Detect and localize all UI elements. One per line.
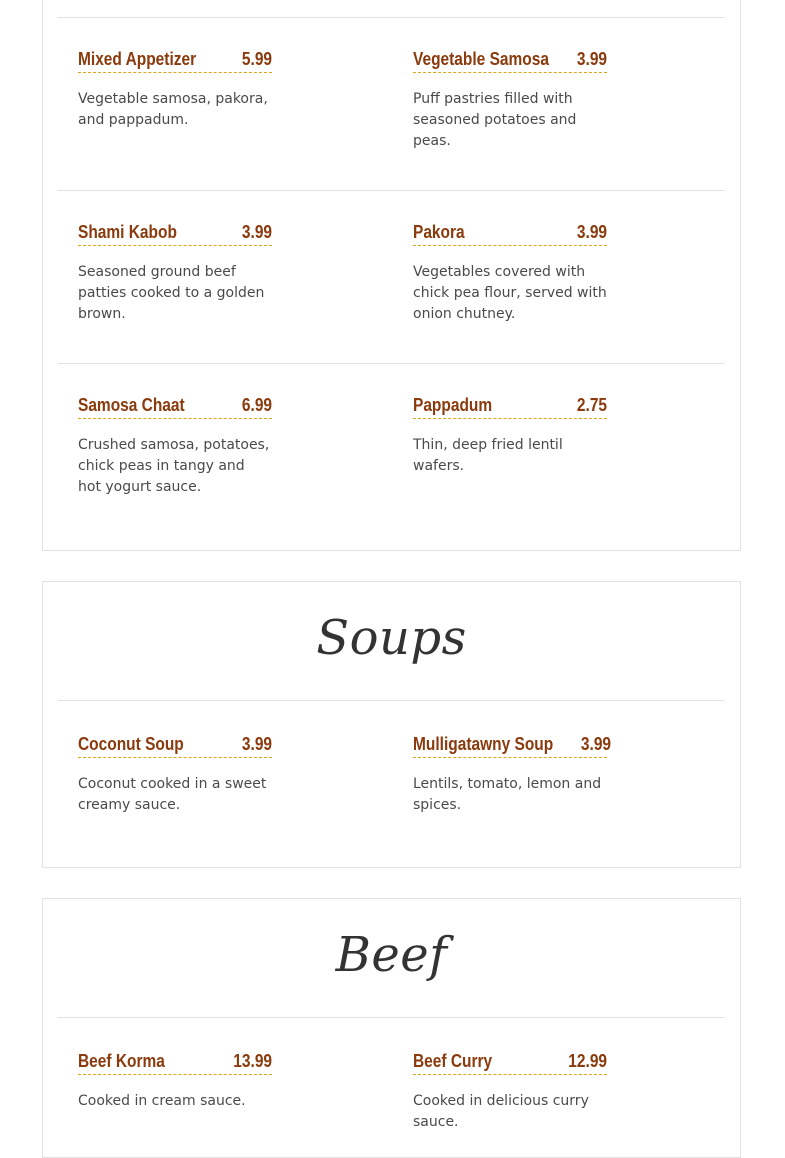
section-divider bbox=[58, 1017, 725, 1018]
menu-item bbox=[413, 48, 607, 152]
section-divider bbox=[58, 190, 725, 191]
item-header bbox=[413, 48, 607, 73]
item-price: 2.75 bbox=[576, 395, 607, 415]
menu-item bbox=[78, 1050, 272, 1112]
item-header bbox=[78, 48, 272, 73]
menu-item bbox=[78, 221, 272, 325]
item-description: Lentils, tomato, lemon and spices. bbox=[413, 776, 602, 813]
item-header bbox=[78, 733, 272, 758]
item-price: 12.99 bbox=[568, 1051, 607, 1071]
menu-item bbox=[413, 221, 607, 325]
item-header bbox=[413, 221, 607, 246]
item-description: Thin, deep fried lentil wafers. bbox=[413, 437, 563, 474]
item-price: 6.99 bbox=[241, 395, 272, 415]
section-title: Beef bbox=[335, 927, 448, 983]
item-name: Samosa Chaat bbox=[78, 395, 185, 415]
item-price: 3.99 bbox=[576, 49, 607, 69]
section-title: Soups bbox=[316, 610, 467, 666]
item-name: Coconut Soup bbox=[78, 734, 184, 754]
item-name: Pappadum bbox=[413, 395, 493, 415]
item-description: Puff pastries filled with seasoned potatoes and peas. bbox=[413, 91, 577, 149]
item-price: 3.99 bbox=[241, 222, 272, 242]
item-description: Cooked in cream sauce. bbox=[78, 1093, 246, 1109]
menu-item bbox=[413, 733, 612, 816]
item-name: Mulligatawny Soup bbox=[413, 734, 554, 754]
item-header bbox=[78, 221, 272, 246]
item-header bbox=[413, 733, 612, 758]
item-header bbox=[413, 394, 607, 419]
item-name: Mixed Appetizer bbox=[78, 49, 197, 69]
menu-item bbox=[78, 48, 272, 131]
item-name: Shami Kabob bbox=[78, 222, 177, 242]
appetizers-section bbox=[42, 0, 741, 551]
item-price: 13.99 bbox=[233, 1051, 272, 1071]
item-name: Beef Curry bbox=[413, 1051, 493, 1071]
item-name: Vegetable Samosa bbox=[413, 49, 549, 69]
menu-item bbox=[413, 1050, 607, 1133]
item-name: Beef Korma bbox=[78, 1051, 165, 1071]
beef-section bbox=[42, 898, 741, 1158]
soups-section bbox=[42, 581, 741, 868]
section-divider bbox=[58, 363, 725, 364]
section-divider bbox=[58, 700, 725, 701]
item-description: Seasoned ground beef patties cooked to a golden brown. bbox=[78, 264, 265, 322]
item-description: Cooked in delicious curry sauce. bbox=[413, 1093, 589, 1130]
item-price: 3.99 bbox=[580, 734, 612, 754]
item-price: 5.99 bbox=[241, 49, 272, 69]
item-header bbox=[78, 1050, 272, 1075]
item-price: 3.99 bbox=[576, 222, 607, 242]
section-divider bbox=[58, 17, 725, 18]
item-name: Pakora bbox=[413, 222, 465, 242]
item-description: Vegetables covered with chick pea flour, served with onion chutney. bbox=[413, 264, 607, 322]
menu-item bbox=[78, 394, 272, 498]
item-header bbox=[413, 1050, 607, 1075]
menu-item bbox=[78, 733, 272, 816]
item-description: Crushed samosa, potatoes, chick peas in tangy and hot yogurt sauce. bbox=[78, 437, 270, 495]
item-price: 3.99 bbox=[241, 734, 272, 754]
item-header bbox=[78, 394, 272, 419]
menu-item bbox=[413, 394, 607, 477]
item-description: Vegetable samosa, pakora, and pappadum. bbox=[78, 91, 268, 128]
item-description: Coconut cooked in a sweet creamy sauce. bbox=[78, 776, 267, 813]
